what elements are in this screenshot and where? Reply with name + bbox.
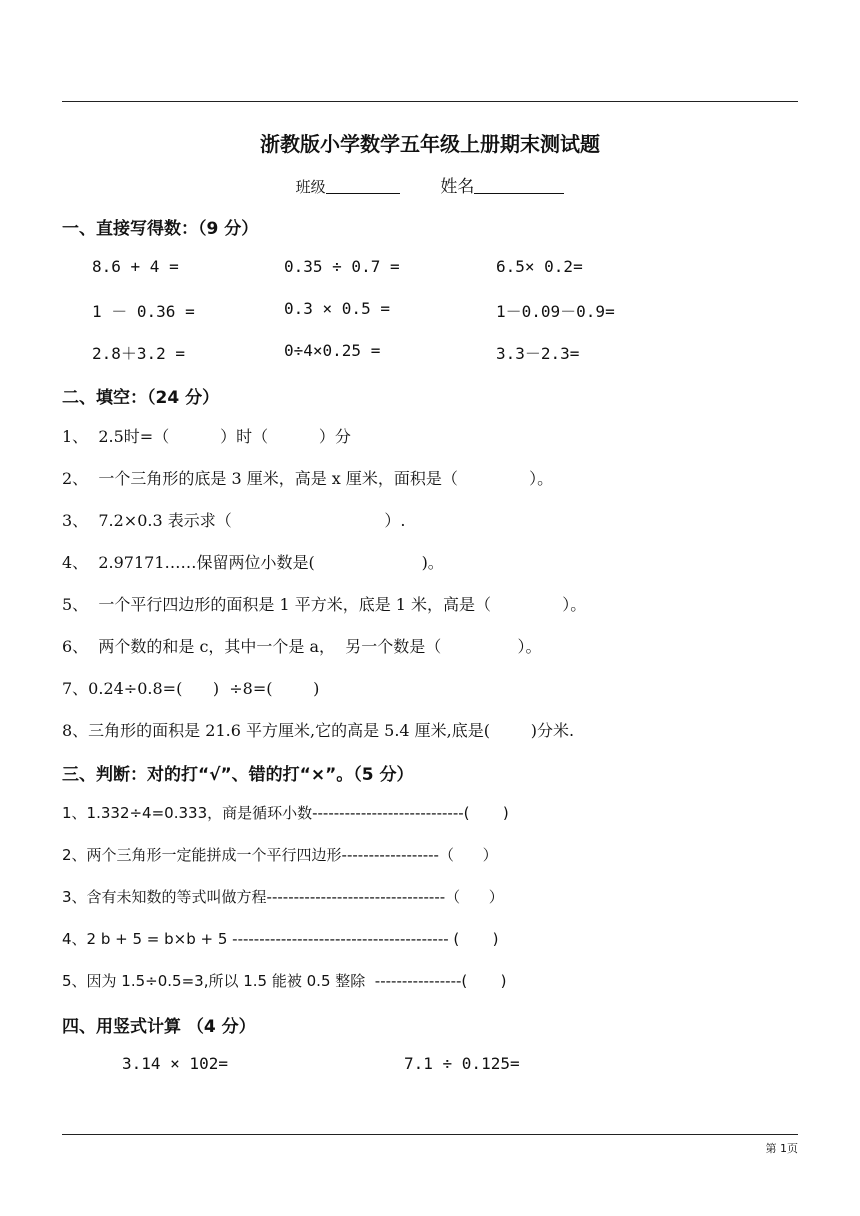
section-3-heading: 三、判断：对的打“√”、错的打“×”。（5 分） [62, 765, 414, 785]
calc-item: 0.35 ÷ 0.7 = [284, 257, 400, 276]
fill-item: 7、0.24÷0.8=( ) ÷8=( ) [62, 679, 320, 698]
fill-item: 6、 两个数的和是 c，其中一个是 a， 另一个数是（ ）。 [62, 637, 542, 656]
judge-item: 2、两个三角形一定能拼成一个平行四边形------------------（ ） [62, 846, 498, 864]
class-field[interactable] [326, 177, 400, 194]
calc-item: 1－0.09－0.9= [496, 302, 615, 321]
fill-item: 2、 一个三角形的底是 3 厘米，高是 x 厘米，面积是（ ）。 [62, 469, 554, 488]
top-rule [62, 101, 798, 102]
calc-item: 0÷4×0.25 = [284, 341, 381, 360]
calc-item: 3.3－2.3= [496, 344, 580, 363]
judge-item: 5、因为 1.5÷0.5=3,所以 1.5 能被 0.5 整除 ----------------( ) [62, 972, 507, 990]
vertical-calc-item: 7.1 ÷ 0.125= [404, 1054, 520, 1073]
calc-item: 1 － 0.36 = [92, 302, 195, 321]
page-number: 第 1页 [765, 1142, 798, 1155]
judge-item: 4、2 b + 5 = b×b + 5 ---------------------------------------- ( ) [62, 930, 499, 948]
section-2-heading: 二、填空：（24 分） [62, 388, 220, 408]
judge-item: 1、1.332÷4=0.333，商是循环小数----------------------------( ) [62, 804, 509, 822]
fill-item: 4、 2.97171……保留两位小数是( )。 [62, 553, 444, 572]
judge-item: 3、含有未知数的等式叫做方程---------------------------------（ ） [62, 888, 504, 906]
bottom-rule [62, 1134, 798, 1135]
calc-item: 6.5× 0.2= [496, 257, 583, 276]
fill-item: 8、三角形的面积是 21.6 平方厘米,它的高是 5.4 厘米,底是( )分米. [62, 721, 575, 740]
vertical-calc-item: 3.14 × 102= [122, 1054, 228, 1073]
name-field[interactable] [474, 177, 564, 194]
class-label: 班级 [295, 178, 326, 196]
calc-item: 8.6 + 4 = [92, 257, 179, 276]
calc-item: 0.3 × 0.5 = [284, 299, 390, 318]
section-1-heading: 一、直接写得数：（9 分） [62, 219, 259, 239]
page-title: 浙教版小学数学五年级上册期末测试题 [260, 132, 600, 156]
name-label: 姓名 [440, 177, 475, 197]
calc-item: 2.8＋3.2 = [92, 344, 186, 363]
section-4-heading: 四、用竖式计算 （4 分） [62, 1017, 256, 1037]
fill-item: 1、 2.5时=（ ）时（ ）分 [62, 427, 351, 446]
student-info [0, 172, 860, 197]
fill-item: 3、 7.2×0.3 表示求（ ）. [62, 511, 406, 530]
fill-item: 5、 一个平行四边形的面积是 1 平方米，底是 1 米，高是（ ）。 [62, 595, 587, 614]
